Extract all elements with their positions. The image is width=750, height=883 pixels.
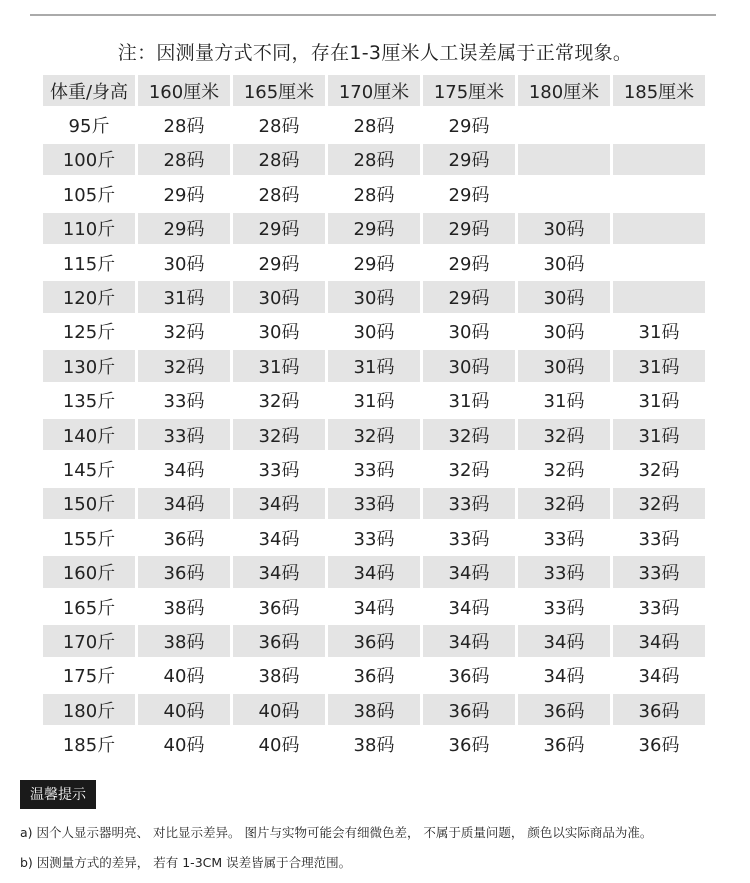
- size-cell: 38码: [138, 625, 230, 656]
- size-cell: 30码: [543, 322, 585, 344]
- weight-cell: 115斤: [62, 253, 116, 275]
- weight-cell: 130斤: [43, 350, 135, 381]
- weight-cell: 165斤: [62, 597, 116, 619]
- size-cell: 29码: [423, 213, 515, 244]
- size-cell: 34码: [353, 597, 395, 619]
- size-cell: 36码: [448, 735, 490, 757]
- size-cell: 28码: [258, 116, 300, 138]
- size-cell: 29码: [423, 281, 515, 312]
- table-header-row: [43, 75, 705, 106]
- size-cell: 38码: [353, 735, 395, 757]
- size-cell: 33码: [448, 528, 490, 550]
- weight-cell: 140斤: [43, 419, 135, 450]
- size-cell: 30码: [518, 213, 610, 244]
- size-cell: 33码: [638, 528, 680, 550]
- size-cell: 29码: [138, 213, 230, 244]
- height-header: 175厘米: [423, 75, 515, 106]
- weight-cell: 175斤: [62, 666, 116, 688]
- size-cell: 33码: [353, 528, 395, 550]
- size-cell: 28码: [328, 144, 420, 175]
- size-cell: 32码: [638, 459, 680, 481]
- size-cell: [613, 178, 705, 209]
- size-cell: 29码: [448, 184, 490, 206]
- table-row: [43, 453, 705, 484]
- size-cell: 36码: [258, 597, 300, 619]
- size-cell: 30码: [423, 350, 515, 381]
- size-cell: 30码: [163, 253, 205, 275]
- size-cell: 28码: [233, 144, 325, 175]
- size-cell: 33码: [543, 597, 585, 619]
- size-cell: 34码: [258, 528, 300, 550]
- table-row: [43, 660, 705, 691]
- size-cell: 36码: [613, 694, 705, 725]
- weight-cell: 160斤: [43, 556, 135, 587]
- size-cell: 32码: [423, 419, 515, 450]
- size-cell: 36码: [518, 694, 610, 725]
- size-cell: 32码: [448, 459, 490, 481]
- size-cell: 34码: [423, 556, 515, 587]
- size-cell: 29码: [423, 144, 515, 175]
- height-header: 185厘米: [613, 75, 705, 106]
- weight-cell: 95斤: [68, 116, 110, 138]
- size-cell: 34码: [518, 625, 610, 656]
- weight-cell: 145斤: [62, 459, 116, 481]
- table-row: [43, 694, 705, 725]
- size-cell: 30码: [258, 322, 300, 344]
- table-row: [43, 522, 705, 553]
- size-cell: 32码: [138, 350, 230, 381]
- weight-cell: 150斤: [43, 488, 135, 519]
- size-cell: 36码: [138, 556, 230, 587]
- table-row: [43, 385, 705, 416]
- size-cell: 30码: [233, 281, 325, 312]
- size-cell: 33码: [328, 488, 420, 519]
- measurement-note: 注：因测量方式不同，存在1-3厘米人工误差属于正常现象。: [117, 42, 633, 64]
- table-row: [43, 213, 705, 244]
- size-cell: [518, 178, 610, 209]
- size-cell: 28码: [353, 184, 395, 206]
- size-cell: 31码: [543, 391, 585, 413]
- size-cell: 33码: [138, 419, 230, 450]
- size-cell: 34码: [448, 597, 490, 619]
- size-cell: 34码: [423, 625, 515, 656]
- size-cell: 31码: [353, 391, 395, 413]
- size-cell: 31码: [638, 322, 680, 344]
- size-cell: 29码: [233, 213, 325, 244]
- size-cell: [613, 109, 705, 140]
- size-cell: 33码: [518, 556, 610, 587]
- height-header: 160厘米: [138, 75, 230, 106]
- size-cell: 38码: [258, 666, 300, 688]
- size-cell: [518, 144, 610, 175]
- size-cell: 31码: [448, 391, 490, 413]
- size-cell: 31码: [638, 391, 680, 413]
- tip-b: b) 因测量方式的差异， 若有 1-3CM 误差皆属于合理范围。: [20, 855, 352, 870]
- size-cell: 32码: [613, 488, 705, 519]
- size-cell: 28码: [353, 116, 395, 138]
- table-row: [43, 488, 705, 519]
- size-cell: 40码: [163, 666, 205, 688]
- size-cell: 33码: [163, 391, 205, 413]
- size-cell: 36码: [448, 666, 490, 688]
- table-row: [43, 281, 705, 312]
- weight-cell: 180斤: [43, 694, 135, 725]
- table-row: [43, 728, 705, 759]
- size-cell: 36码: [328, 625, 420, 656]
- size-cell: 32码: [518, 488, 610, 519]
- size-cell: 33码: [423, 488, 515, 519]
- size-cell: 34码: [613, 625, 705, 656]
- size-cell: 29码: [448, 116, 490, 138]
- size-cell: 29码: [448, 253, 490, 275]
- size-cell: 29码: [328, 213, 420, 244]
- size-cell: 33码: [613, 556, 705, 587]
- size-cell: 34码: [638, 666, 680, 688]
- size-cell: 30码: [518, 281, 610, 312]
- table-row: [43, 316, 705, 347]
- size-cell: [613, 213, 705, 244]
- size-cell: 29码: [163, 184, 205, 206]
- tips-badge: 温馨提示: [20, 780, 96, 809]
- size-cell: 36码: [543, 735, 585, 757]
- table-row: [43, 419, 705, 450]
- height-header: 180厘米: [518, 75, 610, 106]
- size-cell: 29码: [353, 253, 395, 275]
- tip-a: a) 因个人显示器明亮、 对比显示差异。 图片与实物可能会有细微色差， 不属于质量问题， 颜色以实际商品为准。: [20, 825, 653, 840]
- size-cell: 36码: [233, 625, 325, 656]
- size-cell: 32码: [163, 322, 205, 344]
- size-cell: 36码: [163, 528, 205, 550]
- size-cell: [613, 247, 705, 278]
- size-cell: 40码: [258, 735, 300, 757]
- size-cell: 32码: [328, 419, 420, 450]
- size-cell: 33码: [258, 459, 300, 481]
- size-cell: 28码: [258, 184, 300, 206]
- weight-cell: 125斤: [62, 322, 116, 344]
- size-cell: 29码: [258, 253, 300, 275]
- size-cell: 31码: [233, 350, 325, 381]
- size-cell: 34码: [328, 556, 420, 587]
- corner-header: 体重/身高: [43, 75, 135, 106]
- height-header: 170厘米: [328, 75, 420, 106]
- size-cell: 34码: [233, 488, 325, 519]
- table-row: [43, 247, 705, 278]
- size-cell: [613, 144, 705, 175]
- size-cell: 34码: [138, 488, 230, 519]
- size-cell: 36码: [423, 694, 515, 725]
- size-cell: 33码: [638, 597, 680, 619]
- size-table-body: [43, 109, 705, 759]
- size-cell: 32码: [518, 419, 610, 450]
- size-cell: 38码: [328, 694, 420, 725]
- size-cell: 40码: [233, 694, 325, 725]
- table-row: [43, 178, 705, 209]
- weight-cell: 170斤: [43, 625, 135, 656]
- size-chart-table: [40, 72, 708, 763]
- size-cell: 31码: [613, 419, 705, 450]
- size-cell: 40码: [138, 694, 230, 725]
- size-cell: 30码: [353, 322, 395, 344]
- table-row: [43, 144, 705, 175]
- size-cell: 34码: [163, 459, 205, 481]
- size-cell: 30码: [328, 281, 420, 312]
- size-cell: 36码: [638, 735, 680, 757]
- size-cell: [518, 109, 610, 140]
- size-cell: 33码: [353, 459, 395, 481]
- size-cell: 28码: [163, 116, 205, 138]
- weight-cell: 105斤: [62, 184, 116, 206]
- table-row: [43, 109, 705, 140]
- size-cell: 30码: [518, 350, 610, 381]
- weight-cell: 155斤: [62, 528, 116, 550]
- table-row: [43, 625, 705, 656]
- size-cell: 38码: [163, 597, 205, 619]
- size-cell: [613, 281, 705, 312]
- height-header: 165厘米: [233, 75, 325, 106]
- size-cell: 31码: [613, 350, 705, 381]
- size-cell: 33码: [543, 528, 585, 550]
- weight-cell: 135斤: [62, 391, 116, 413]
- size-cell: 40码: [163, 735, 205, 757]
- size-cell: 32码: [543, 459, 585, 481]
- size-cell: 34码: [543, 666, 585, 688]
- size-cell: 32码: [258, 391, 300, 413]
- size-cell: 32码: [233, 419, 325, 450]
- size-cell: 31码: [138, 281, 230, 312]
- size-cell: 31码: [328, 350, 420, 381]
- size-cell: 34码: [233, 556, 325, 587]
- weight-cell: 100斤: [43, 144, 135, 175]
- size-cell: 36码: [353, 666, 395, 688]
- size-cell: 30码: [543, 253, 585, 275]
- weight-cell: 120斤: [43, 281, 135, 312]
- size-cell: 30码: [448, 322, 490, 344]
- top-divider: [30, 14, 716, 16]
- weight-cell: 110斤: [43, 213, 135, 244]
- table-row: [43, 591, 705, 622]
- table-row: [43, 350, 705, 381]
- table-row: [43, 556, 705, 587]
- weight-cell: 185斤: [62, 735, 116, 757]
- size-cell: 28码: [138, 144, 230, 175]
